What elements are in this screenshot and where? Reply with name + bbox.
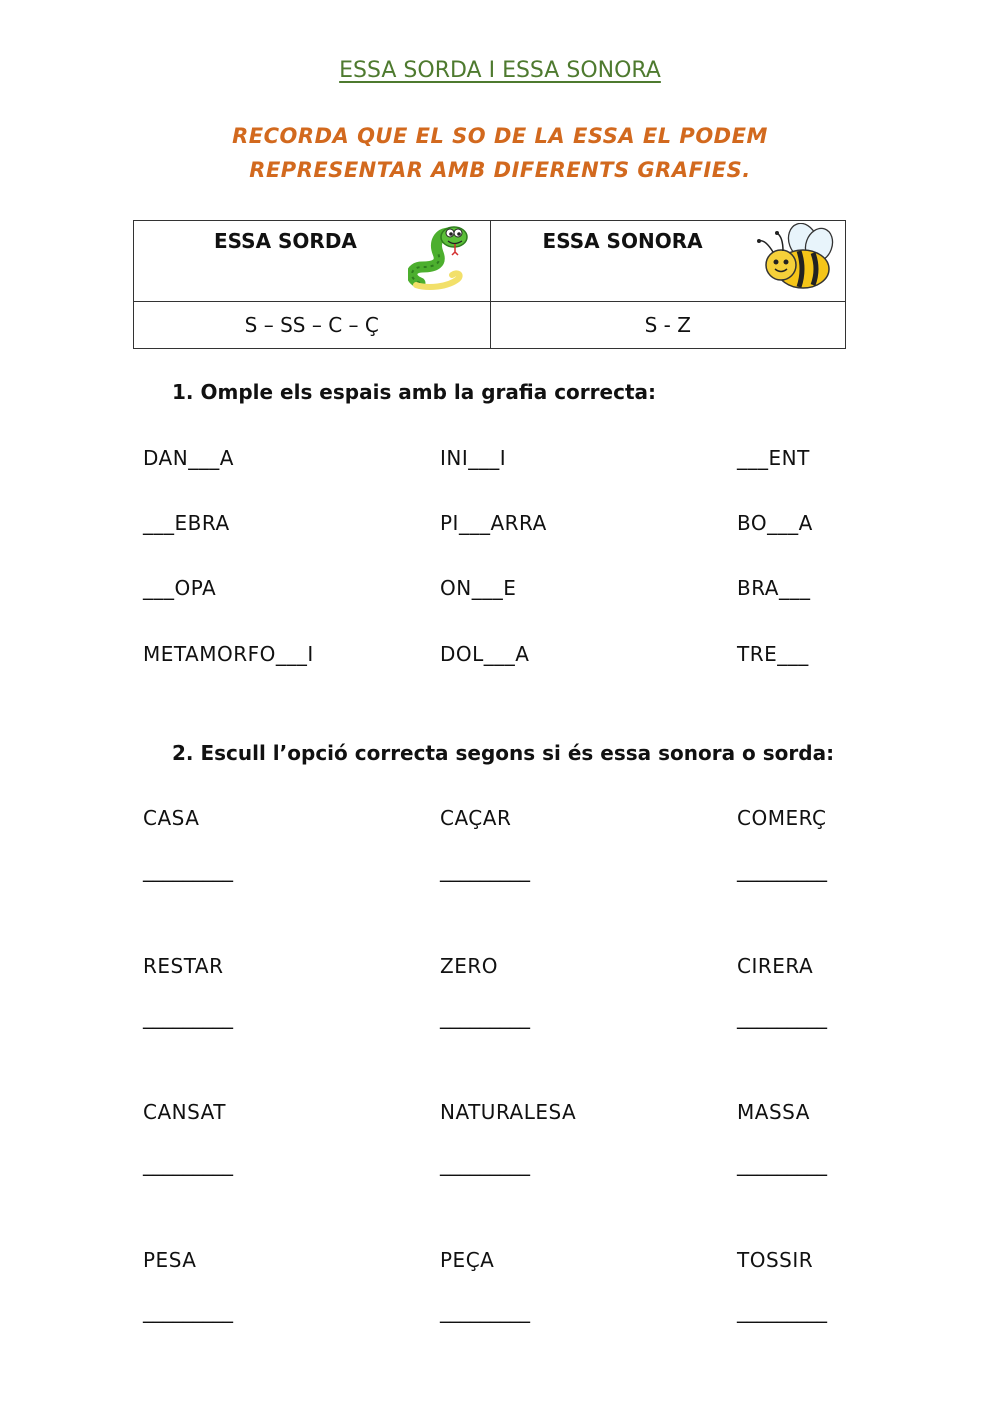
ex2-answer-blank[interactable]: _________ [737,1152,827,1176]
ex2-answer-blank[interactable]: _________ [143,1005,233,1029]
reminder-line-2: REPRESENTAR AMB DIFERENTS GRAFIES. [249,158,751,182]
ex1-word[interactable]: BRA___ [737,576,811,600]
ex2-word: RESTAR [143,954,224,978]
ex2-word: MASSA [737,1100,810,1124]
sonora-header: ESSA SONORA [542,229,703,253]
ex1-word[interactable]: ___ENT [737,446,810,470]
ex2-answer-blank[interactable]: _________ [440,1005,530,1029]
ex1-word[interactable]: TRE___ [737,642,809,666]
ex1-word[interactable]: METAMORFO___I [143,642,314,666]
ex2-answer-blank[interactable]: _________ [143,858,233,882]
ex1-word[interactable]: PI___ARRA [440,511,547,535]
ex2-answer-blank[interactable]: _________ [440,1299,530,1323]
exercise2-title: 2. Escull l’opció correcta segons si és essa sonora o sorda: [172,741,835,765]
exercise1-title: 1. Omple els espais amb la grafia correcta: [172,380,656,404]
ex2-answer-blank[interactable]: _________ [737,858,827,882]
ex2-word: PEÇA [440,1248,495,1272]
ex1-word[interactable]: DOL___A [440,642,530,666]
reminder-line-1: RECORDA QUE EL SO DE LA ESSA EL PODEM [232,124,768,148]
sonora-header-cell [490,221,845,302]
ex2-word: ZERO [440,954,498,978]
ex2-word: CANSAT [143,1100,227,1124]
sorda-header-cell [134,221,491,302]
sorda-values: S – SS – C – Ç [134,302,491,349]
ex2-answer-blank[interactable]: _________ [143,1152,233,1176]
ex1-word[interactable]: DAN___A [143,446,234,470]
ex2-word: COMERÇ [737,806,827,830]
ex1-word[interactable]: ___OPA [143,576,217,600]
ex2-word: CAÇAR [440,806,512,830]
ex2-word: TOSSIR [737,1248,814,1272]
ex2-answer-blank[interactable]: _________ [737,1005,827,1029]
ex2-answer-blank[interactable]: _________ [440,858,530,882]
page-title-text: ESSA SORDA I ESSA SONORA [339,58,661,83]
sonora-values: S - Z [490,302,845,349]
ex1-word[interactable]: ___EBRA [143,511,230,535]
page-title [0,58,1000,83]
ex2-word: CIRERA [737,954,814,978]
ex1-word[interactable]: ON___E [440,576,517,600]
bee-icon [753,223,839,293]
ex2-word: NATURALESA [440,1100,577,1124]
ex1-word[interactable]: BO___A [737,511,813,535]
grafies-table [133,220,846,349]
ex1-word[interactable]: INI___I [440,446,507,470]
snake-icon [408,223,470,291]
ex2-answer-blank[interactable]: _________ [143,1299,233,1323]
ex2-word: CASA [143,806,200,830]
sorda-header: ESSA SORDA [214,229,357,253]
ex2-answer-blank[interactable]: _________ [737,1299,827,1323]
ex2-word: PESA [143,1248,197,1272]
ex2-answer-blank[interactable]: _________ [440,1152,530,1176]
